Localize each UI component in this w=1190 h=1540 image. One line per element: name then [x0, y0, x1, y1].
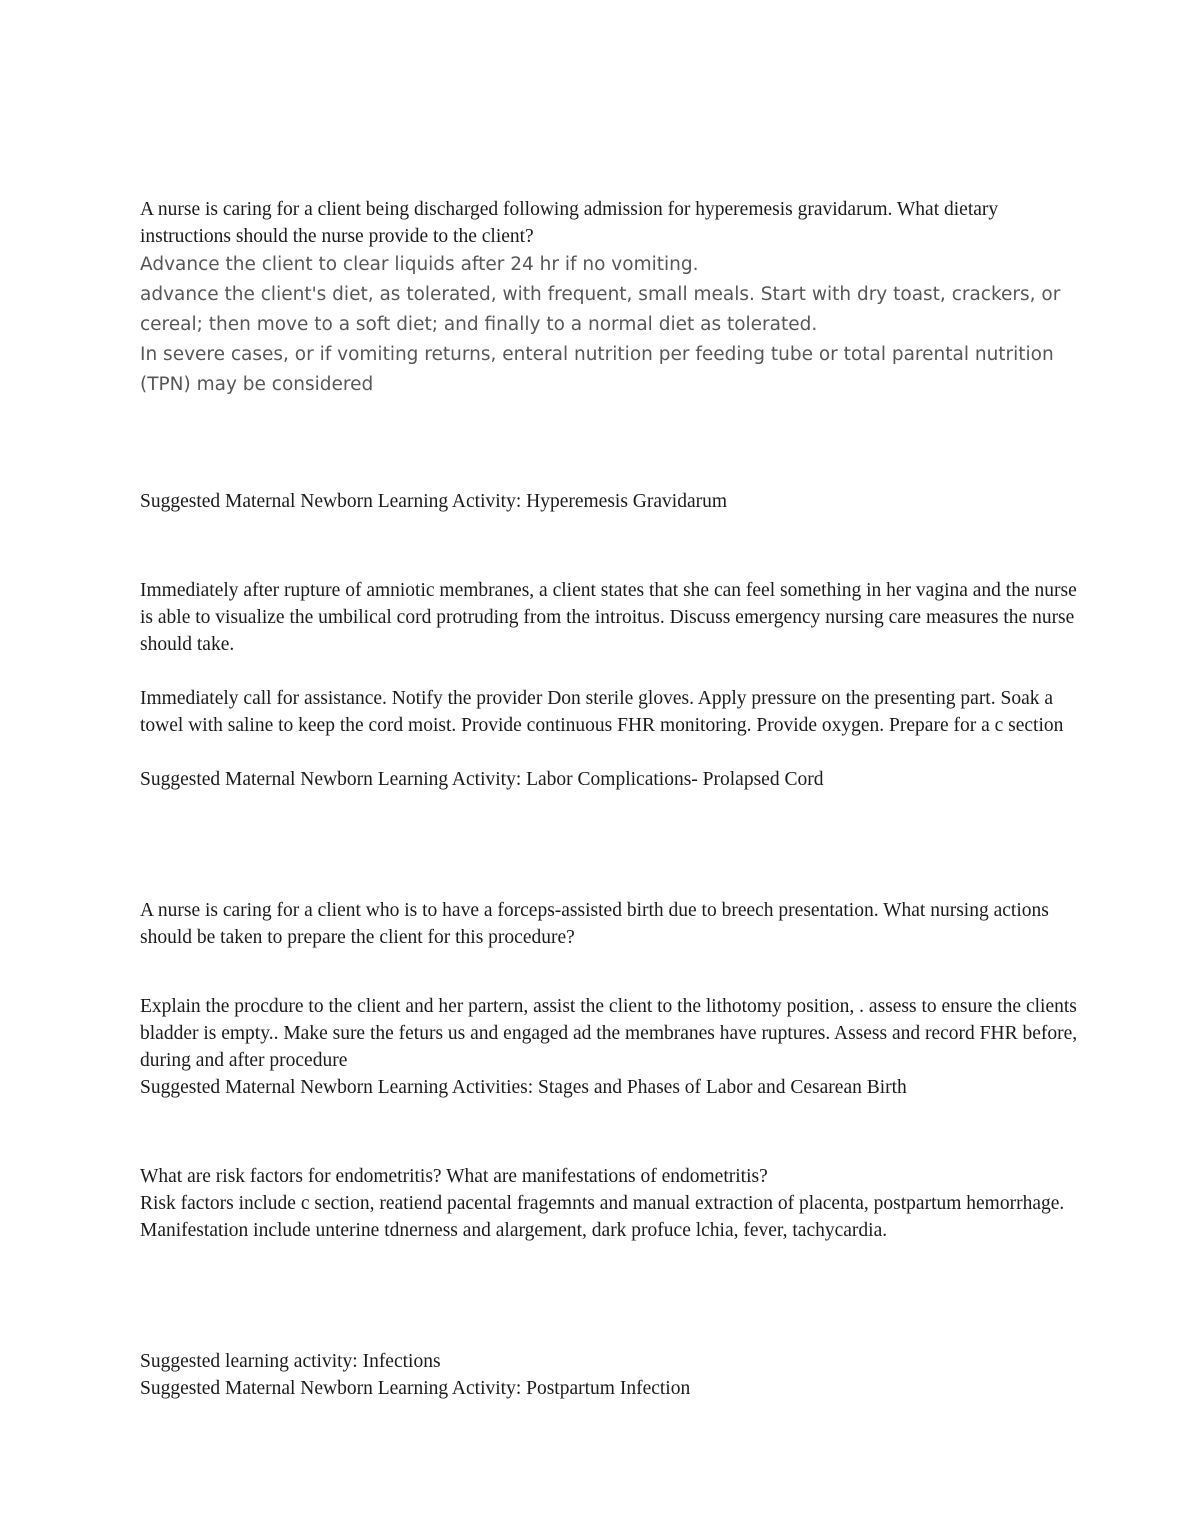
suggested-activity-postpartum-infection: Suggested Maternal Newborn Learning Activity: Postpartum Infection	[140, 1378, 691, 1399]
answer-forceps-assisted-birth: Explain the procdure to the client and her partern, assist the client to the lithotomy position, . assess to ensure the clients bladder is empty.. Make sure the feturs us and engaged ad the membranes have ruptures. Assess and record FHR before, during and after procedure	[140, 996, 1078, 1071]
suggested-activity-prolapsed-cord: Suggested Maternal Newborn Learning Activity: Labor Complications- Prolapsed Cord	[140, 769, 824, 790]
suggested-activity-infections: Suggested learning activity: Infections	[140, 1351, 441, 1372]
answer-endometritis: Risk factors include c section, reatiend pacental fragemnts and manual extraction of placenta, postpartum hemorrhage. Manifestation include unterine tdnerness and alargement, dark profuce lchia, fever, tachycardia.	[140, 1193, 1065, 1241]
answer-prolapsed-cord: Immediately call for assistance. Notify the provider Don sterile gloves. Apply pressure on the presenting part. Soak a towel with saline to keep the cord moist. Provide continuous FHR monitoring. Provide oxygen. Prepare for a c section	[140, 688, 1064, 736]
question-prolapsed-cord: Immediately after rupture of amniotic membranes, a client states that she can feel something in her vagina and the nurse is able to visualize the umbilical cord protruding from the introitus. Discuss emergency nursing care measures the nurse should take.	[140, 580, 1077, 655]
answer-clear-liquids: Advance the client to clear liquids after 24 hr if no vomiting.	[140, 254, 699, 275]
question-endometritis: What are risk factors for endometritis? What are manifestations of endometritis?	[140, 1166, 768, 1187]
answer-advance-diet: advance the client's diet, as tolerated, with frequent, small meals. Start with dry toast, crackers, or cereal; then move to a soft diet; and finally to a normal diet as tolerated.	[140, 284, 1061, 335]
question-forceps-assisted-birth: A nurse is caring for a client who is to have a forceps-assisted birth due to breech presentation. What nursing actions should be taken to prepare the client for this procedure?	[140, 900, 1049, 948]
suggested-activity-stages-labor: Suggested Maternal Newborn Learning Activities: Stages and Phases of Labor and Cesarean Birth	[140, 1077, 907, 1098]
answer-severe-cases-tpn: In severe cases, or if vomiting returns, enteral nutrition per feeding tube or total parental nutrition (TPN) may be considered	[140, 344, 1054, 395]
question-hyperemesis-discharge: A nurse is caring for a client being discharged following admission for hyperemesis gravidarum. What dietary instructions should the nurse provide to the client?	[140, 199, 999, 247]
suggested-activity-hyperemesis: Suggested Maternal Newborn Learning Activity: Hyperemesis Gravidarum	[140, 491, 728, 512]
